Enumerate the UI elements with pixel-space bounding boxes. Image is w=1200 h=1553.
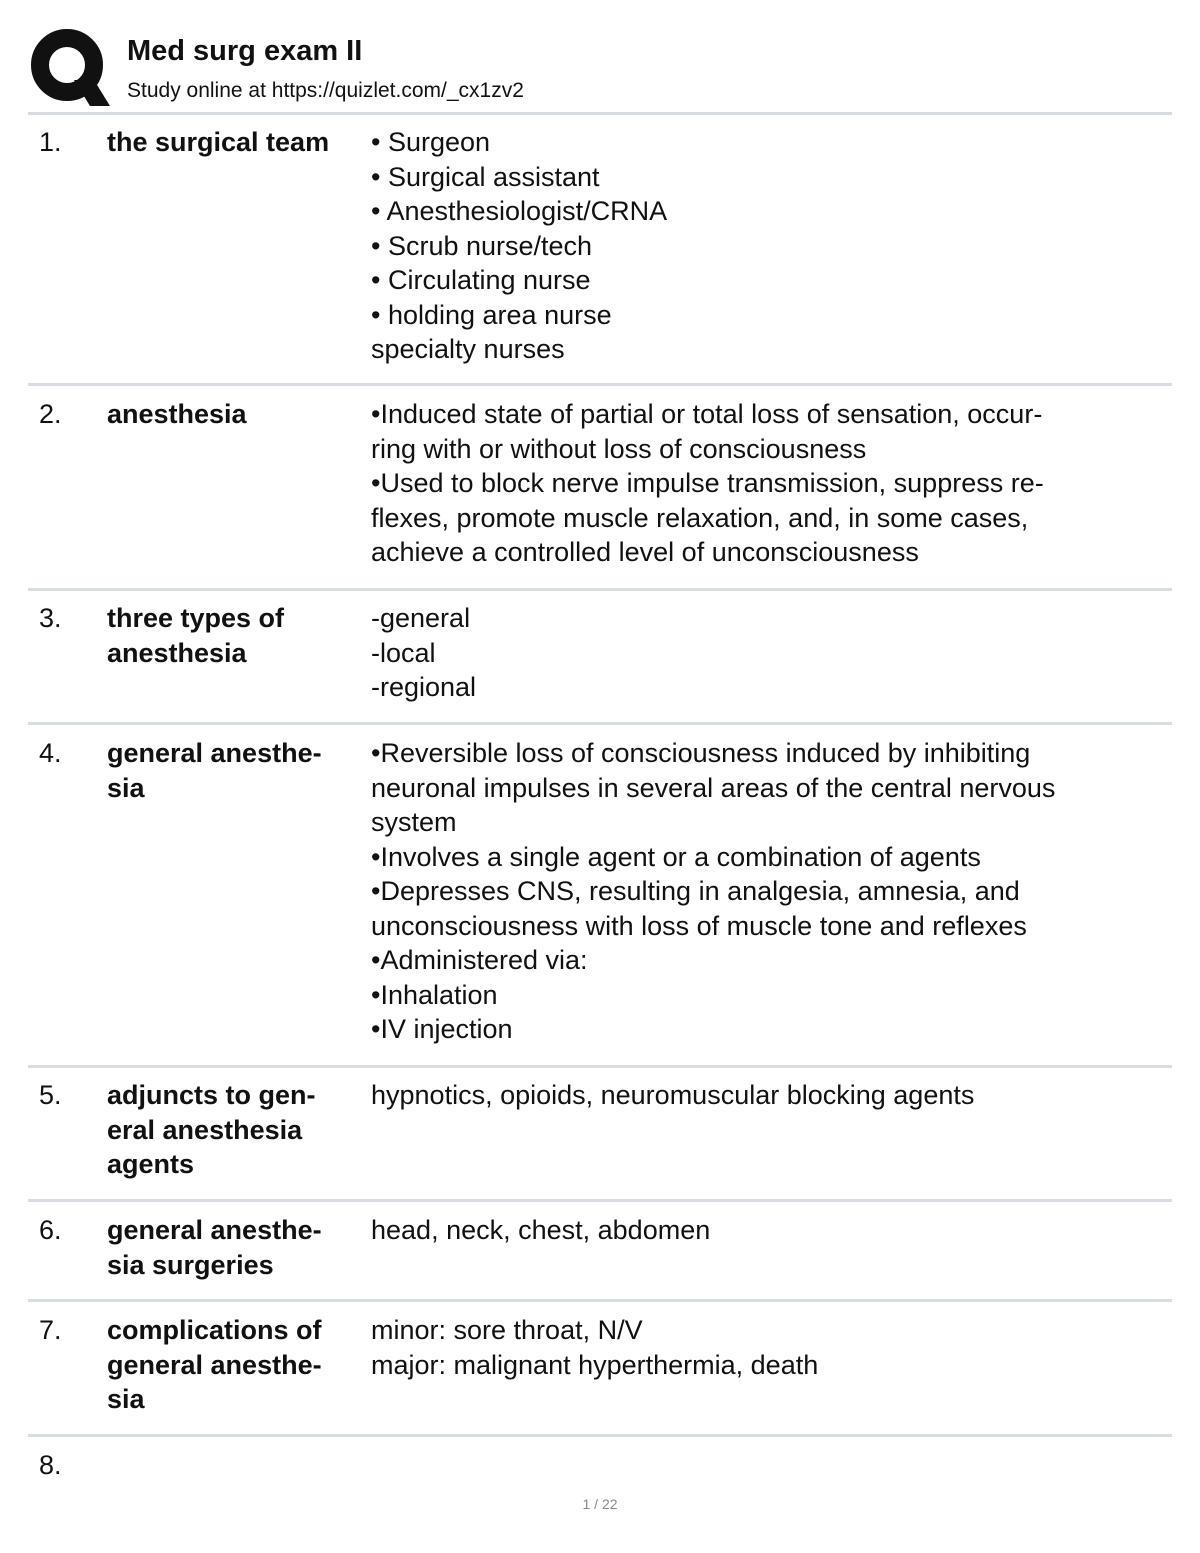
card-definition — [371, 1078, 1171, 1113]
card-number: 5. — [39, 1080, 62, 1110]
definition-line: -general — [371, 603, 471, 633]
quizlet-q-logo-icon — [30, 28, 110, 108]
definition-line: •Reversible loss of consciousness induced by inhibiting — [371, 738, 1031, 768]
card-definition — [371, 1313, 1171, 1382]
term-line: complications of — [107, 1315, 322, 1345]
definition-line: • Surgical assistant — [371, 161, 600, 192]
definition-line: flexes, promote muscle relaxation, and, in some cases, — [371, 502, 1029, 533]
definition-line: hypnotics, opioids, neuromuscular blocking agents — [371, 1080, 975, 1110]
term-line: agents — [107, 1149, 195, 1179]
card-term — [107, 1078, 365, 1182]
page-counter: 1 / 22 — [582, 1496, 618, 1512]
card-number: 8. — [39, 1450, 62, 1480]
deck-title: Med surg exam II — [127, 35, 363, 67]
card-term — [107, 397, 365, 432]
term-line: adjuncts to gen- — [107, 1080, 316, 1110]
definition-line: specialty nurses — [371, 334, 565, 364]
definition-line: •Depresses CNS, resulting in analgesia, amnesia, and — [371, 876, 1020, 906]
term-line: anesthesia — [107, 399, 247, 429]
divider — [28, 722, 1172, 725]
term-line: sia — [107, 772, 145, 803]
definition-line: head, neck, chest, abdomen — [371, 1215, 711, 1245]
term-line: eral anesthesia — [107, 1114, 303, 1145]
definition-line: •IV injection — [371, 1014, 513, 1044]
term-line: the surgical team — [107, 127, 330, 157]
term-line: sia — [107, 1384, 145, 1414]
definition-line: •Administered via: — [371, 945, 588, 975]
definition-line: • Surgeon — [371, 127, 491, 157]
card-number: 6. — [39, 1215, 62, 1245]
definition-line: • holding area nurse — [371, 299, 612, 330]
card-number: 7. — [39, 1315, 62, 1345]
definition-line: •Involves a single agent or a combination of agents — [371, 841, 981, 872]
definition-line: ring with or without loss of consciousness — [371, 433, 867, 464]
definition-line: neuronal impulses in several areas of the central nervous — [371, 772, 1056, 803]
card-number: 3. — [39, 603, 62, 633]
card-term — [107, 736, 365, 805]
card-number: 4. — [39, 738, 62, 768]
divider — [28, 1065, 1172, 1068]
card-definition — [371, 601, 1171, 705]
definition-line: system — [371, 807, 457, 837]
page-header — [30, 28, 1172, 112]
divider — [28, 1299, 1172, 1302]
card-term — [107, 125, 365, 160]
card-definition — [371, 397, 1171, 570]
term-line: general anesthe- — [107, 1215, 322, 1245]
definition-line: major: malignant hyperthermia, death — [371, 1349, 819, 1380]
divider — [28, 588, 1172, 591]
card-term — [107, 601, 365, 670]
term-line: three types of — [107, 603, 285, 633]
definition-line: achieve a controlled level of unconsciousness — [371, 537, 919, 567]
definition-line: -local — [371, 637, 436, 668]
definition-line: minor: sore throat, N/V — [371, 1315, 643, 1345]
card-number: 2. — [39, 399, 62, 429]
definition-line: • Scrub nurse/tech — [371, 230, 593, 261]
divider — [28, 112, 1172, 115]
definition-line: •Inhalation — [371, 979, 498, 1010]
card-term — [107, 1213, 365, 1282]
definition-line: •Used to block nerve impulse transmission, suppress re- — [371, 468, 1044, 498]
definition-line: • Anesthesiologist/CRNA — [371, 196, 668, 226]
card-definition — [371, 1213, 1171, 1248]
definition-line: -regional — [371, 672, 477, 702]
card-definition — [371, 736, 1171, 1047]
divider — [28, 1434, 1172, 1437]
definition-line: • Circulating nurse — [371, 265, 591, 295]
term-line: sia surgeries — [107, 1249, 274, 1280]
card-number: 1. — [39, 127, 62, 157]
study-online-link[interactable]: Study online at https://quizlet.com/_cx1zv2 — [127, 79, 524, 102]
term-line: anesthesia — [107, 637, 247, 668]
definition-line: •Induced state of partial or total loss of sensation, occur- — [371, 399, 1043, 429]
term-line: general anesthe- — [107, 738, 322, 768]
term-line: general anesthe- — [107, 1349, 322, 1380]
definition-line: unconsciousness with loss of muscle tone and reflexes — [371, 910, 1027, 941]
divider — [28, 383, 1172, 386]
divider — [28, 1199, 1172, 1202]
card-definition — [371, 125, 1171, 367]
card-term — [107, 1313, 365, 1417]
